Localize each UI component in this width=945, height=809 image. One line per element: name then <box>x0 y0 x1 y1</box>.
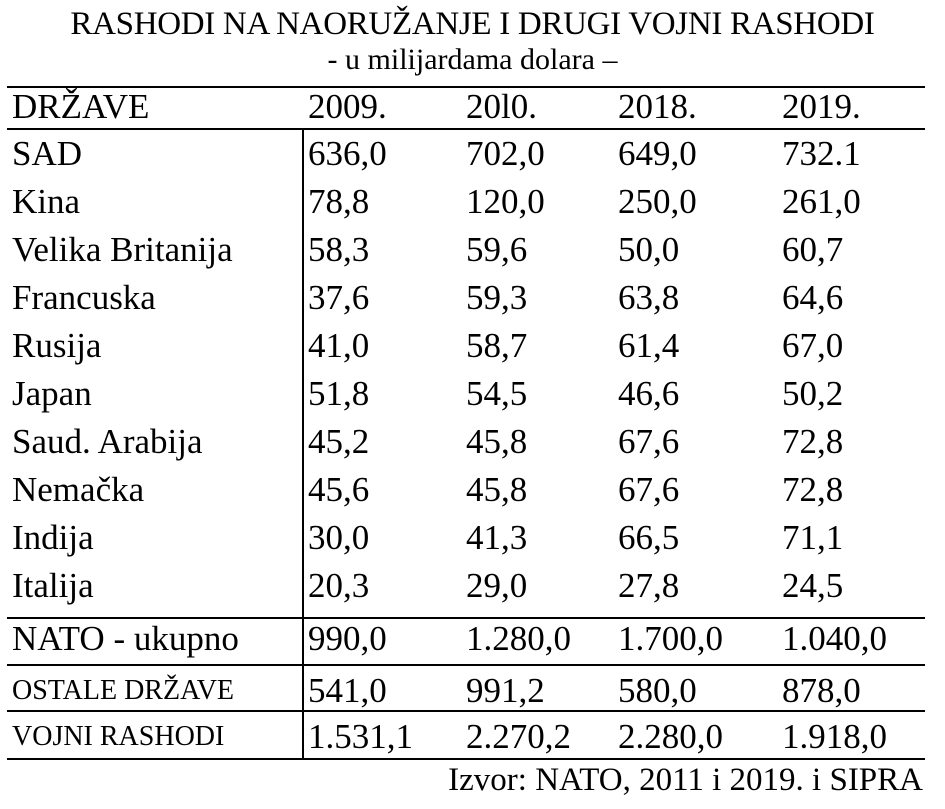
table-cell: 59,6 <box>466 230 528 269</box>
country-name: SAD <box>12 134 83 173</box>
table-cell: 2.280,0 <box>618 717 723 756</box>
table-cell: 67,6 <box>618 470 680 509</box>
table-cell: 1.040,0 <box>782 619 887 658</box>
total-row-name: NATO - ukupno <box>12 619 239 658</box>
table-cell: 50,0 <box>618 230 680 269</box>
country-name: Velika Britanija <box>12 230 233 269</box>
table-cell: 29,0 <box>466 566 528 605</box>
table-cell: 67,0 <box>782 326 844 365</box>
table-cell: 41,0 <box>308 326 370 365</box>
country-name: Kina <box>12 182 81 221</box>
country-name: Nemačka <box>12 470 145 509</box>
table-cell: 878,0 <box>782 671 861 710</box>
country-name: Francuska <box>12 278 156 317</box>
table-cell: 1.280,0 <box>466 619 571 658</box>
table-cell: 72,8 <box>782 422 844 461</box>
table-cell: 71,1 <box>782 518 844 557</box>
table-cell: 51,8 <box>308 374 370 413</box>
table-cell: 250,0 <box>618 182 697 221</box>
table-cell: 45,8 <box>466 422 528 461</box>
header-year-2019: 2019. <box>782 87 861 126</box>
column-divider <box>302 128 304 758</box>
table-cell: 1.531,1 <box>308 717 413 756</box>
table-cell: 30,0 <box>308 518 370 557</box>
table-cell: 991,2 <box>466 671 545 710</box>
table-cell: 45,6 <box>308 470 370 509</box>
table-cell: 64,6 <box>782 278 844 317</box>
country-name: Japan <box>12 374 92 413</box>
total-row-name: OSTALE DRŽAVE <box>12 675 235 706</box>
table-cell: 37,6 <box>308 278 370 317</box>
table-subtitle: - u milijardama dolara – <box>327 43 618 76</box>
nato-bottom-rule <box>7 664 925 666</box>
country-name: Indija <box>12 518 94 557</box>
table-cell: 1.700,0 <box>618 619 723 658</box>
table-cell: 60,7 <box>782 230 844 269</box>
table-cell: 66,5 <box>618 518 680 557</box>
source-note: Izvor: NATO, 2011 i 2019. i SIPRA <box>448 762 923 798</box>
country-name: Saud. Arabija <box>12 422 203 461</box>
table-cell: 20,3 <box>308 566 370 605</box>
table-cell: 50,2 <box>782 374 844 413</box>
header-label: DRŽAVE <box>12 87 150 126</box>
table-cell: 67,6 <box>618 422 680 461</box>
table-cell: 732.1 <box>782 134 861 173</box>
table-cell: 1.918,0 <box>782 717 887 756</box>
table-cell: 72,8 <box>782 470 844 509</box>
table-cell: 990,0 <box>308 619 387 658</box>
table-cell: 45,2 <box>308 422 370 461</box>
header-year-2010: 20l0. <box>466 87 537 126</box>
header-year-2018: 2018. <box>618 87 697 126</box>
table-cell: 63,8 <box>618 278 680 317</box>
table-cell: 58,3 <box>308 230 370 269</box>
table-cell: 120,0 <box>466 182 545 221</box>
table-title: RASHODI NA NAORUŽANJE I DRUGI VOJNI RASHODI <box>70 6 875 42</box>
table-cell: 649,0 <box>618 134 697 173</box>
table-cell: 261,0 <box>782 182 861 221</box>
table-cell: 27,8 <box>618 566 680 605</box>
table-cell: 78,8 <box>308 182 370 221</box>
table-cell: 580,0 <box>618 671 697 710</box>
header-year-2009: 2009. <box>308 87 387 126</box>
table-cell: 46,6 <box>618 374 680 413</box>
table-cell: 2.270,2 <box>466 717 571 756</box>
country-name: Italija <box>12 566 94 605</box>
table-cell: 58,7 <box>466 326 528 365</box>
table-cell: 61,4 <box>618 326 680 365</box>
header-bottom-rule <box>7 128 925 130</box>
table-cell: 41,3 <box>466 518 528 557</box>
table-cell: 24,5 <box>782 566 844 605</box>
table-cell: 636,0 <box>308 134 387 173</box>
total-row-name: VOJNI RASHODI <box>12 721 225 752</box>
table-cell: 702,0 <box>466 134 545 173</box>
country-name: Rusija <box>12 326 102 365</box>
table-cell: 54,5 <box>466 374 528 413</box>
table-cell: 59,3 <box>466 278 528 317</box>
table-cell: 541,0 <box>308 671 387 710</box>
table-cell: 45,8 <box>466 470 528 509</box>
